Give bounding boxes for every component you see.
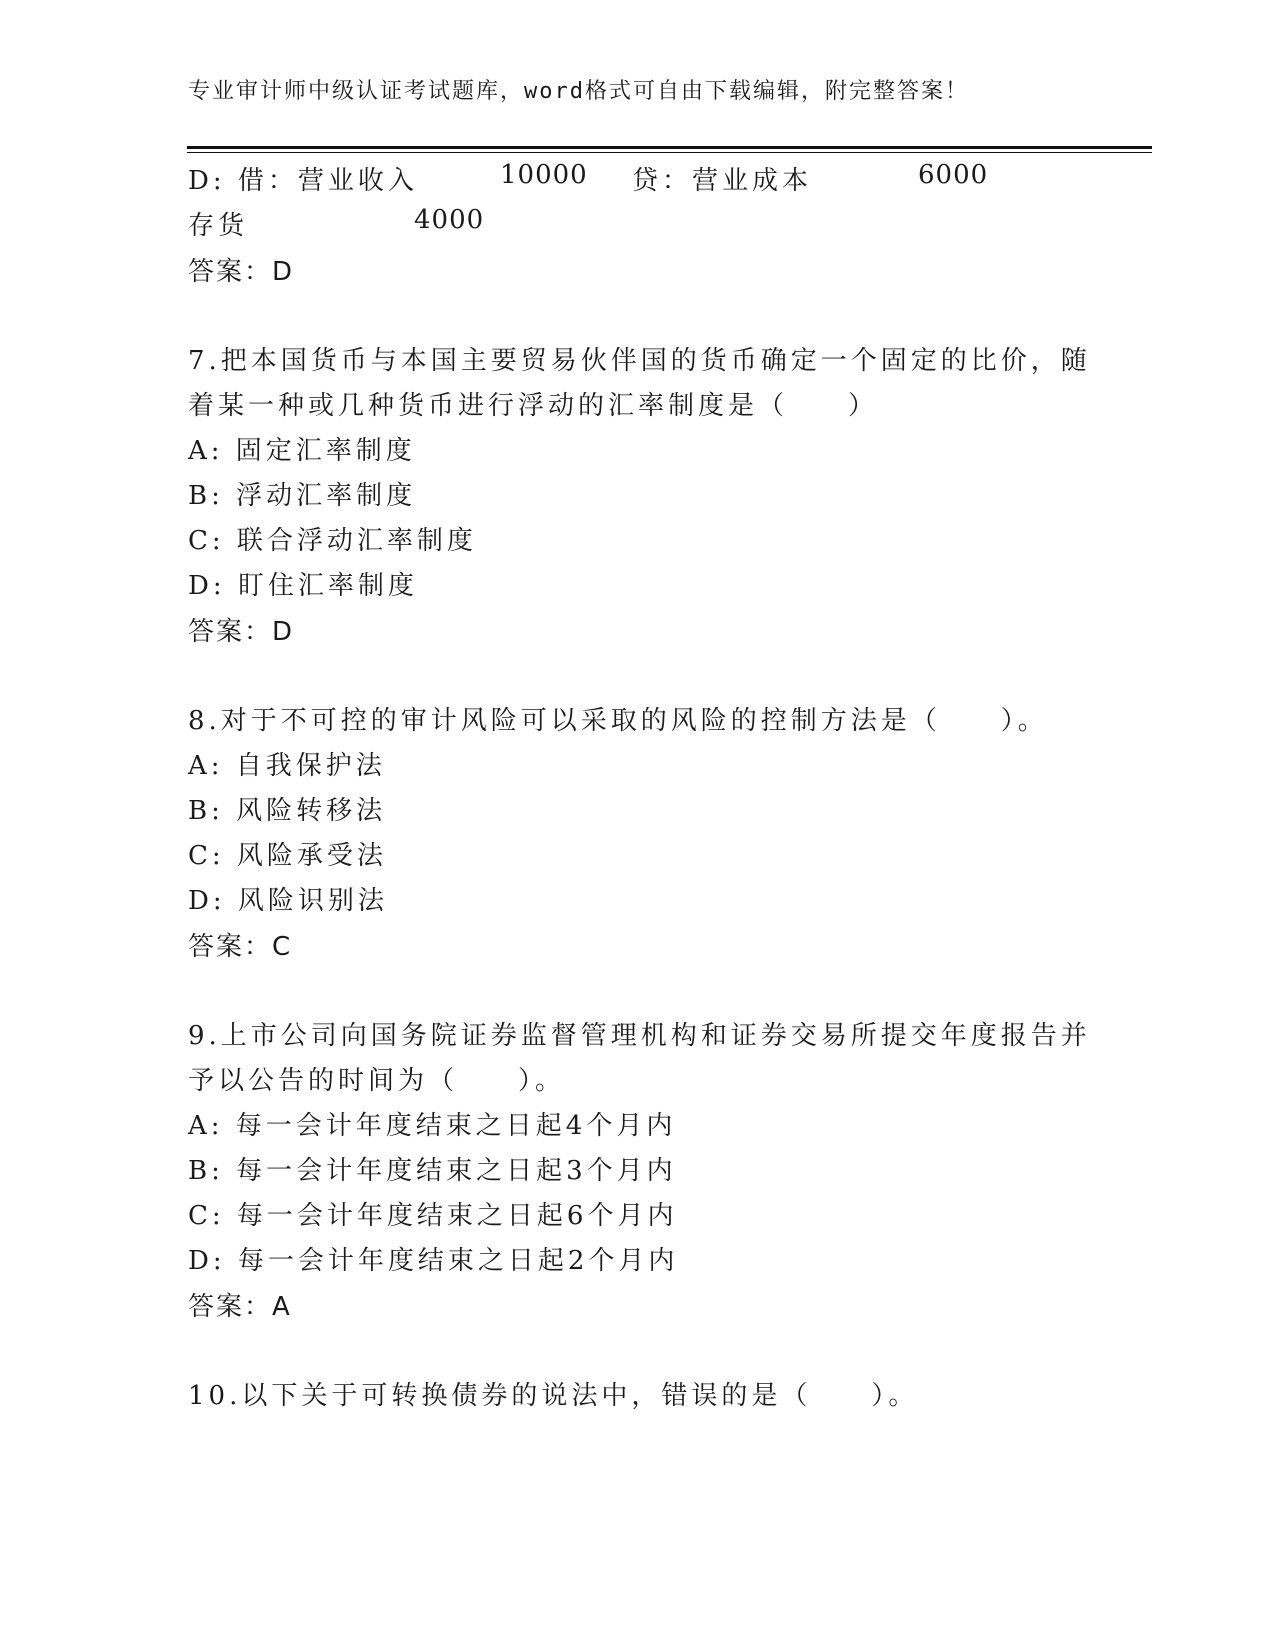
q8-option-a: A: 自我保护法 bbox=[188, 751, 386, 781]
q9-stem-line2: 予以公告的时间为（ ）。 bbox=[188, 1066, 566, 1096]
q8-option-b: B: 风险转移法 bbox=[188, 796, 387, 826]
q8-option-d: D: 风险识别法 bbox=[188, 886, 388, 916]
q9-option-a: A: 每一会计年度结束之日起4个月内 bbox=[188, 1111, 677, 1141]
q9-stem-line1: 9.上市公司向国务院证券监督管理机构和证券交易所提交年度报告并 bbox=[188, 1021, 1091, 1051]
q7-option-d: D: 盯住汇率制度 bbox=[188, 571, 418, 601]
q7-option-c: C: 联合浮动汇率制度 bbox=[188, 526, 477, 556]
q9-answer: 答案：A bbox=[188, 1292, 292, 1322]
q9-option-c: C: 每一会计年度结束之日起6个月内 bbox=[188, 1201, 678, 1231]
q6-line2-account: 存货 bbox=[188, 211, 249, 241]
q6-option-d-credit: 贷：营业成本 bbox=[632, 166, 813, 196]
q7-option-b: B: 浮动汇率制度 bbox=[188, 481, 417, 511]
document-header: 专业审计师中级认证考试题库，word格式可自由下载编辑，附完整答案！ bbox=[188, 79, 969, 104]
q10-stem-line1: 10.以下关于可转换债券的说法中，错误的是（ ）。 bbox=[188, 1381, 919, 1411]
q6-answer: 答案：D bbox=[188, 257, 295, 287]
q6-option-d: D: 借：营业收入 bbox=[188, 166, 418, 196]
q7-option-a: A: 固定汇率制度 bbox=[188, 436, 416, 466]
header-rule-thin bbox=[187, 152, 1152, 153]
q8-option-c: C: 风险承受法 bbox=[188, 841, 387, 871]
q9-option-d: D: 每一会计年度结束之日起2个月内 bbox=[188, 1246, 679, 1276]
q7-stem-line1: 7.把本国货币与本国主要贸易伙伴国的货币确定一个固定的比价，随 bbox=[188, 346, 1091, 376]
header-rule-thick bbox=[187, 146, 1152, 149]
q7-stem-line2: 着某一种或几种货币进行浮动的汇率制度是（ ） bbox=[188, 391, 879, 421]
q6-option-d-amount2: 6000 bbox=[918, 160, 989, 190]
q7-answer: 答案：D bbox=[188, 617, 295, 647]
q8-answer: 答案：C bbox=[188, 932, 293, 962]
q9-option-b: B: 每一会计年度结束之日起3个月内 bbox=[188, 1156, 677, 1186]
q6-option-d-amount1: 10000 bbox=[500, 160, 588, 190]
q6-line2-amount: 4000 bbox=[414, 205, 485, 235]
q8-stem-line1: 8.对于不可控的审计风险可以采取的风险的控制方法是（ ）。 bbox=[188, 706, 1048, 736]
